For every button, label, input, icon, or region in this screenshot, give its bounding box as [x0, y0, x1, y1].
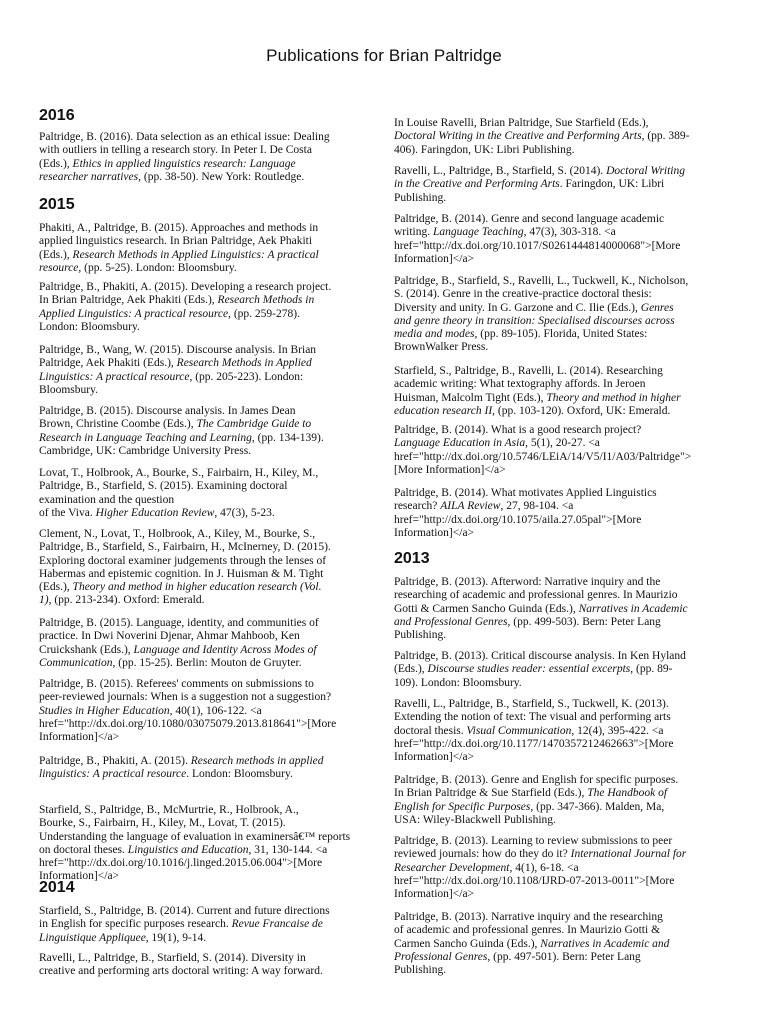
publication-entry	[394, 911, 730, 977]
publication-text: Paltridge, B., Starfield, S., Ravelli, L., Tuckwell, K., Nicholson, S. (2014). Genre in the creative-practice doctoral thesis: Diversity and unity. In G. Garzone and C. Ilie (Eds.),	[394, 275, 689, 314]
page-title: Publications for Brian Paltridge	[266, 46, 502, 65]
publication-text: , (pp. 389- 406). Faringdon, UK: Libri Publishing.	[394, 130, 690, 156]
publication-entry	[39, 678, 375, 744]
publication-text: Paltridge, B., Phakiti, A. (2015). Developing a research project. In Brian Paltridge, Aek Phakiti (Eds.),	[39, 281, 332, 307]
publication-text: , 12(4), 395-422. <a href="http://dx.doi.org/10.1177/1470357212462663">[More Information]</a>	[394, 724, 674, 764]
year-heading: 2014	[39, 879, 75, 896]
publication-text: Paltridge, B. (2013). Learning to review submissions to peer reviewed journals: how do they do it?	[394, 835, 673, 861]
year-heading: 2013	[394, 550, 430, 567]
publication-text: , 27, 98-104. <a href="http://dx.doi.org/10.1075/aila.27.05pal">[More Information]</a>	[394, 500, 642, 539]
publication-text: , (pp. 499-503). Bern: Peter Lang Publishing.	[394, 615, 661, 642]
publication-entry	[39, 467, 375, 520]
publication-text: Paltridge, B. (2016). Data selection as an ethical issue: Dealing with outliers in telling a research story. In Peter I. De Costa (Eds.),	[39, 131, 330, 170]
publication-venue: Research Methods in Applied Linguistics: A practical resource	[39, 248, 319, 274]
publication-venue: Research Methods in Applied Linguistics: A practical resource	[39, 294, 315, 320]
publication-text: , (pp. 497-501). Bern: Peter Lang Publishing.	[394, 950, 641, 977]
publication-text: Clement, N., Lovat, T., Holbrook, A., Kiley, M., Bourke, S., Paltridge, B., Starfield, S., Fairbairn, H., McInerney, D. (2015). Exploring doctoral examiner judgements through the lenses of Habermas and epistemic cognition. In J. Huisman & M. Tight (Eds.),	[39, 528, 331, 594]
publication-venue: Research methods in applied linguistics: A practical resource	[39, 755, 324, 781]
publication-text: , 4(1), 6-18. <a href="http://dx.doi.org/10.1108/IJRD-07-2013-0011">[More Information]</a>	[394, 861, 675, 901]
publication-text: , (pp. 205-223). London: Bloomsbury.	[39, 370, 304, 396]
publication-venue: Research Methods in Applied Linguistics: A practical resource	[39, 357, 312, 383]
publication-text: Starfield, S., Paltridge, B., McMurtrie, R., Holbrook, A., Bourke, S., Fairbairn, H., Kiley, M., Lovat, T. (2015). Understanding the language of evaluation in examinersâ€™ reports on doctoral theses.	[39, 804, 351, 856]
publication-text: . Faringdon, UK: Libri Publishing.	[394, 178, 665, 204]
publication-text: Paltridge, B. (2014). What motivates Applied Linguistics research?	[394, 487, 657, 513]
publication-venue: Visual Communication	[466, 724, 572, 737]
publication-text: Ravelli, L., Paltridge, B., Starfield, S. (2014).	[394, 165, 607, 177]
publication-venue: Narratives in Academic and Professional Genres	[394, 937, 670, 963]
publication-entry	[39, 952, 375, 979]
publication-entry	[394, 698, 730, 764]
publication-venue: Discourse studies reader: essential excerpts	[427, 663, 631, 676]
publication-entry	[39, 617, 375, 670]
publication-venue: Language and Identity Across Modes of Communication	[39, 643, 317, 669]
publication-entry	[394, 117, 730, 157]
publication-venue: The Handbook of English for Specific Purposes	[394, 787, 668, 813]
year-heading: 2015	[39, 196, 75, 213]
publication-venue: Language Education in Asia	[394, 437, 526, 450]
publication-entry	[394, 365, 730, 418]
publication-venue: Studies in Higher Education	[39, 704, 170, 717]
publication-text: , 47(3), 303-318. <a href="http://dx.doi.org/10.1017/S0261444814000068">[More Information]</a>	[394, 226, 681, 265]
publication-text: , (pp. 38-50). New York: Routledge.	[138, 170, 305, 183]
publication-entry	[39, 804, 375, 884]
publication-entry	[394, 650, 730, 690]
publication-venue: Genres and genre theory in transition: Specialised discourses across media and modes	[394, 301, 675, 341]
publication-text: , (pp. 5-25). London: Bloomsbury.	[78, 261, 237, 274]
publication-text: Phakiti, A., Paltridge, B. (2015). Approaches and methods in applied linguistics research. In Brian Paltridge, Aek Phakiti (Eds.),	[39, 222, 319, 261]
publication-text: Paltridge, B., Wang, W. (2015). Discourse analysis. In Brian Paltridge, Aek Phakiti (Eds.),	[39, 344, 317, 370]
publication-entry	[39, 222, 375, 275]
publication-text: In Louise Ravelli, Brian Paltridge, Sue Starfield (Eds.),	[394, 117, 649, 129]
publication-text: , (pp. 15-25). Berlin: Mouton de Gruyter.	[112, 656, 302, 669]
publication-text: Paltridge, B. (2014). What is a good research project?	[394, 424, 642, 436]
publication-entry	[394, 424, 730, 477]
publication-venue: Theory and method in higher education research (Vol. 1)	[39, 581, 322, 607]
publication-text: , (pp. 213-234). Oxford: Emerald.	[48, 594, 205, 607]
publication-text: Paltridge, B. (2013). Afterword: Narrative inquiry and the researching of academic and professional genres. In Maurizio Gotti & Carmen Sancho Guinda (Eds.),	[394, 576, 678, 615]
publication-text: , (pp. 347-366). Malden, Ma, USA: Wiley-Blackwell Publishing.	[394, 800, 665, 826]
publication-venue: Theory and method in higher education research II	[394, 391, 681, 417]
publication-text: Paltridge, B. (2013). Critical discourse analysis. In Ken Hyland (Eds.),	[394, 650, 686, 676]
publication-text: , 19(1), 9-14.	[145, 931, 207, 944]
publication-text: , 47(3), 5-23.	[214, 506, 275, 519]
publication-text: Paltridge, B. (2013). Narrative inquiry and the researching of academic and professional genres. In Maurizio Gotti & Carmen Sancho Guinda (Eds.),	[394, 911, 663, 950]
publication-venue: Linguistics and Education	[127, 843, 249, 856]
publication-venue: Higher Education Review	[95, 506, 215, 519]
publication-text: , (pp. 89- 109). London: Bloomsbury.	[394, 663, 673, 689]
publication-text: Paltridge, B. (2013). Genre and English for specific purposes. In Brian Paltridge & Sue Starfield (Eds.),	[394, 774, 679, 800]
publication-entry	[39, 131, 375, 184]
publication-entry	[394, 165, 730, 205]
publication-text: Ravelli, L., Paltridge, B., Starfield, S. (2014). Diversity in creative and performing arts doctoral writing: A way forward.	[39, 952, 323, 978]
year-heading: 2016	[39, 107, 75, 124]
publication-venue: Doctoral Writing in the Creative and Performing Arts	[394, 165, 685, 191]
publication-text: , (pp. 259-278). London: Bloomsbury.	[39, 307, 300, 333]
publication-entry	[394, 774, 730, 827]
publication-venue: Revue Francaise de Linguistique Appliquee	[39, 918, 323, 944]
publication-text: , 5(1), 20-27. <a href="http://dx.doi.org/10.5746/LEiA/14/V5/I1/A03/Paltridge"> [More Information]</a>	[394, 437, 692, 476]
publication-entry	[39, 755, 375, 782]
publication-text: , (pp. 103-120). Oxford, UK: Emerald.	[492, 404, 671, 417]
publication-entry	[39, 905, 375, 945]
publication-venue: Narratives in Academic and Professional Genres	[394, 602, 688, 628]
publication-text: Paltridge, B., Phakiti, A. (2015).	[39, 755, 191, 767]
publication-text: Lovat, T., Holbrook, A., Bourke, S., Fairbairn, H., Kiley, M., Paltridge, B., Starfield, S. (2015). Examining doctoral examination and the question of the Viva.	[39, 467, 319, 519]
publication-entry	[394, 487, 730, 540]
publication-venue: Language Teaching	[432, 226, 524, 239]
publication-text: Paltridge, B. (2015). Referees' comments on submissions to peer-reviewed journals: When is a suggestion not a suggestion?	[39, 678, 332, 704]
publication-text: Paltridge, B. (2015). Discourse analysis. In James Dean Brown, Christine Coombe (Eds.),	[39, 405, 296, 431]
publication-venue: International Journal for Researcher Development	[394, 848, 687, 874]
publication-text: Paltridge, B. (2015). Language, identity, and communities of practice. In Dwi Noverini Djenar, Ahmar Mahboob, Ken Cruickshank (Eds.),	[39, 617, 319, 656]
publication-venue: Ethics in applied linguistics research: Language researcher narratives	[39, 157, 296, 183]
publication-venue: AILA Review	[440, 500, 501, 513]
publication-entry	[39, 405, 375, 458]
publication-text: . London: Bloomsbury.	[186, 768, 293, 781]
publication-text: Starfield, S., Paltridge, B., Ravelli, L. (2014). Researching academic writing: What textography affords. In Jeroen Huisman, Malcolm Tight (Eds.),	[394, 365, 663, 404]
publication-entry	[394, 275, 730, 355]
publication-entry	[394, 213, 730, 266]
publication-venue: The Cambridge Guide to Research in Language Teaching and Learning	[39, 418, 312, 444]
publication-entry	[394, 576, 730, 642]
publication-text: , (pp. 134-139). Cambridge, UK: Cambridge University Press.	[39, 431, 324, 457]
publication-text: Ravelli, L., Paltridge, B., Starfield, S., Tuckwell, K. (2013). Extending the notion of text: The visual and performing arts doctoral thesis.	[394, 698, 671, 737]
publication-text: Paltridge, B. (2014). Genre and second language academic writing.	[394, 213, 665, 239]
publication-venue: Doctoral Writing in the Creative and Performing Arts	[394, 130, 642, 143]
publication-entry	[394, 835, 730, 901]
publication-text: , (pp. 89-105). Florida, United States: BrownWalker Press.	[394, 328, 648, 354]
publication-text: , 31, 130-144. <a href="http://dx.doi.org/10.1016/j.linged.2015.06.004">[More Information]</a>	[39, 843, 328, 883]
publication-entry	[39, 281, 375, 334]
publication-entry	[39, 528, 375, 608]
publication-entry	[39, 344, 375, 397]
publication-text: , 40(1), 106-122. <a href="http://dx.doi.org/10.1080/03075079.2013.818641">[More Information]</a>	[39, 704, 337, 744]
publication-text: Starfield, S., Paltridge, B. (2014). Current and future directions in English for specific purposes research.	[39, 905, 330, 931]
